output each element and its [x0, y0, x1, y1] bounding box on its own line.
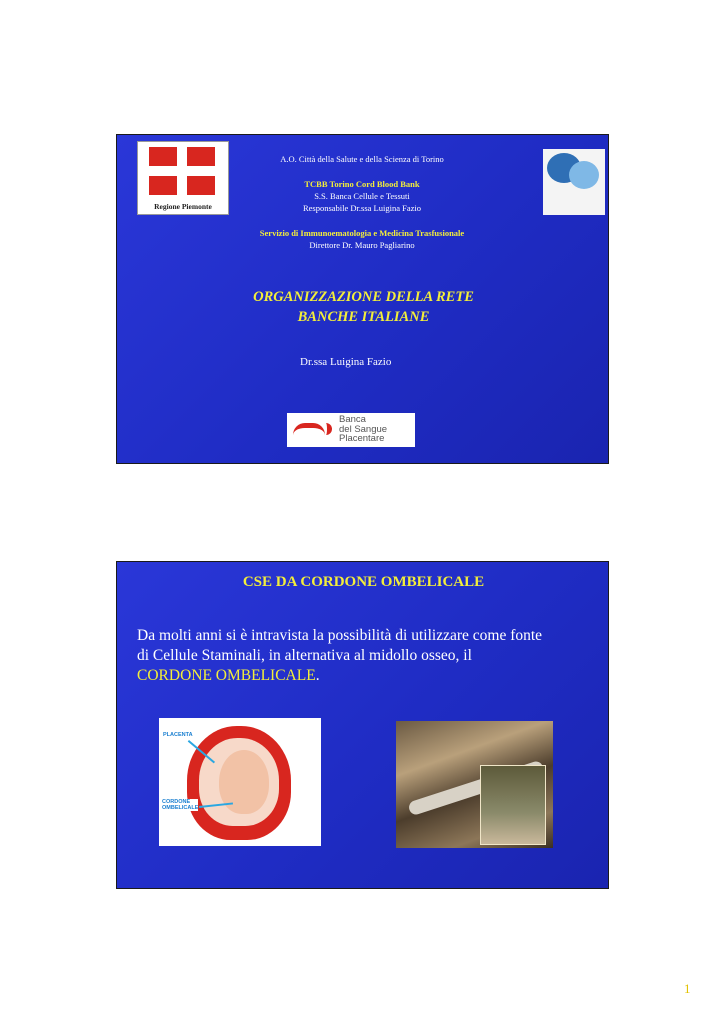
author-name: Dr.ssa Luigina Fazio	[300, 356, 392, 368]
slide-1	[116, 134, 609, 464]
header-institution: A.O. Città della Salute e della Scienza di Torino	[280, 154, 444, 164]
logo-label: Regione Piemonte	[154, 202, 212, 211]
banca-sangue-placentare-logo	[287, 413, 415, 447]
regione-piemonte-logo	[137, 141, 229, 215]
body-line-1: Da molti anni si è intravista la possibilità di utilizzare come fonte	[137, 627, 543, 644]
body-line-3: CORDONE OMBELICALE.	[137, 667, 320, 684]
slide-1-title	[197, 287, 530, 327]
label-cordone: CORDONE OMBELICALE	[162, 799, 199, 811]
page-number: 1	[684, 981, 691, 996]
title-line-1: ORGANIZZAZIONE DELLA RETE	[253, 289, 474, 305]
header-service: Servizio di Immunoematologia e Medicina Trasfusionale	[259, 228, 465, 238]
title-line-2: BANCHE ITALIANE	[297, 309, 430, 325]
banca-logo-text: Banca del Sangue Placentare	[339, 414, 388, 444]
umbilical-cord-diagram	[159, 718, 321, 846]
umbilical-cord-photo	[396, 721, 553, 848]
slide-2-title: CSE DA CORDONE OMBELICALE	[242, 574, 485, 590]
header-director: Direttore Dr. Mauro Pagliarino	[309, 240, 415, 250]
piemonte-shield-icon	[149, 147, 215, 195]
ospedale-logo	[543, 149, 605, 215]
header-bank: TCBB Torino Cord Blood Bank	[304, 179, 420, 189]
body-line-2: di Cellule Staminali, in alternativa al midollo osseo, il	[137, 647, 472, 664]
body-highlight: CORDONE OMBELICALE	[137, 667, 316, 684]
slide-2	[116, 561, 609, 889]
label-placenta: PLACENTA	[163, 732, 193, 738]
header-responsabile: Responsabile Dr.ssa Luigina Fazio	[302, 203, 422, 213]
photo-inset	[480, 765, 546, 845]
header-unit: S.S. Banca Cellule e Tessuti	[314, 191, 410, 201]
slide-2-body	[137, 626, 597, 686]
